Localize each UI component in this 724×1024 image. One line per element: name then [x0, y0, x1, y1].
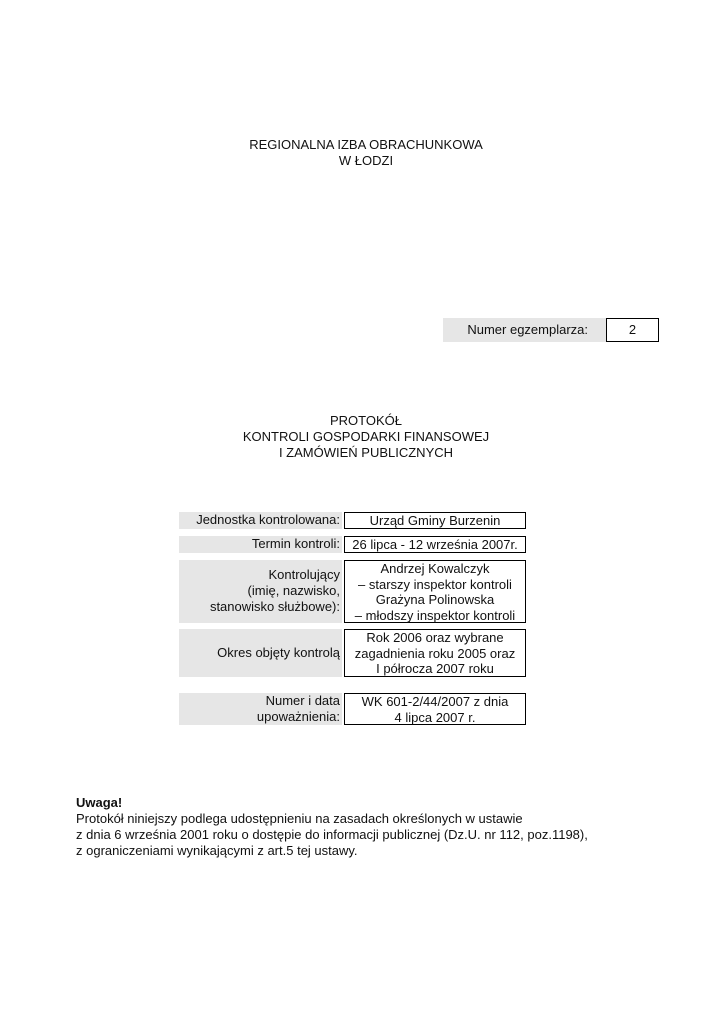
- field-row-authorization: [179, 693, 526, 725]
- institution-city: W ŁODZI: [338, 153, 394, 168]
- title-line-1: PROTOKÓŁ: [329, 413, 402, 428]
- field-value-line: I półrocza 2007 roku: [376, 661, 494, 676]
- field-value-line: Urząd Gminy Burzenin: [369, 513, 501, 528]
- field-label: [179, 629, 342, 677]
- field-row-audit-dates: [179, 536, 526, 553]
- field-value: [344, 512, 526, 529]
- field-label: [179, 560, 342, 623]
- field-row-audited-unit: [179, 512, 526, 529]
- field-value-line: Grażyna Polinowska: [375, 592, 495, 607]
- title-line-2: KONTROLI GOSPODARKI FINANSOWEJ: [242, 429, 490, 444]
- field-label-line: Okres objęty kontrolą: [217, 645, 340, 660]
- copy-number-value: 2: [606, 318, 659, 342]
- copy-number-label: Numer egzemplarza:: [443, 318, 606, 342]
- field-label: [179, 512, 342, 529]
- field-value-line: Andrzej Kowalczyk: [380, 561, 490, 576]
- copy-number-row: [443, 318, 659, 342]
- disclosure-note: [76, 795, 588, 859]
- field-value-line: WK 601-2/44/2007 z dnia: [361, 694, 509, 709]
- note-line: Protokół niniejszy podlega udostępnieniu na zasadach określonych w ustawie: [76, 811, 523, 826]
- note-line: z dnia 6 września 2001 roku o dostępie do informacji publicznej (Dz.U. nr 112, poz.1198),: [76, 827, 588, 842]
- institution-name: REGIONALNA IZBA OBRACHUNKOWA: [249, 137, 483, 152]
- field-label-line: Jednostka kontrolowana:: [196, 512, 340, 527]
- title-line-3: I ZAMÓWIEŃ PUBLICZNYCH: [278, 445, 454, 460]
- field-value-line: zagadnienia roku 2005 oraz: [354, 645, 516, 661]
- field-label: [179, 536, 342, 553]
- field-value: [344, 629, 526, 677]
- institution-header: [0, 137, 724, 169]
- document-title: [0, 413, 724, 461]
- field-label-line: Kontrolujący: [268, 567, 340, 582]
- field-value: [344, 693, 526, 725]
- field-label-line: (imię, nazwisko,: [247, 583, 340, 598]
- field-value-line: 4 lipca 2007 r.: [394, 709, 476, 725]
- field-value-line: 26 lipca - 12 września 2007r.: [352, 537, 518, 552]
- field-value-line: – młodszy inspektor kontroli: [354, 607, 516, 623]
- note-heading: Uwaga!: [76, 795, 123, 810]
- field-row-auditors: [179, 560, 526, 623]
- note-line: z ograniczeniami wynikającymi z art.5 tej ustawy.: [76, 843, 358, 858]
- field-value-line: – starszy inspektor kontroli: [358, 576, 512, 592]
- field-value: [344, 560, 526, 623]
- field-label-line: Numer i data: [265, 693, 340, 708]
- field-label-line: Termin kontroli:: [251, 536, 340, 551]
- field-label-line: upoważnienia:: [256, 709, 340, 724]
- field-row-audit-period: [179, 629, 526, 677]
- field-value: [344, 536, 526, 553]
- field-label-line: stanowisko służbowe):: [209, 599, 340, 614]
- field-label: [179, 693, 342, 725]
- field-value-line: Rok 2006 oraz wybrane: [366, 630, 504, 645]
